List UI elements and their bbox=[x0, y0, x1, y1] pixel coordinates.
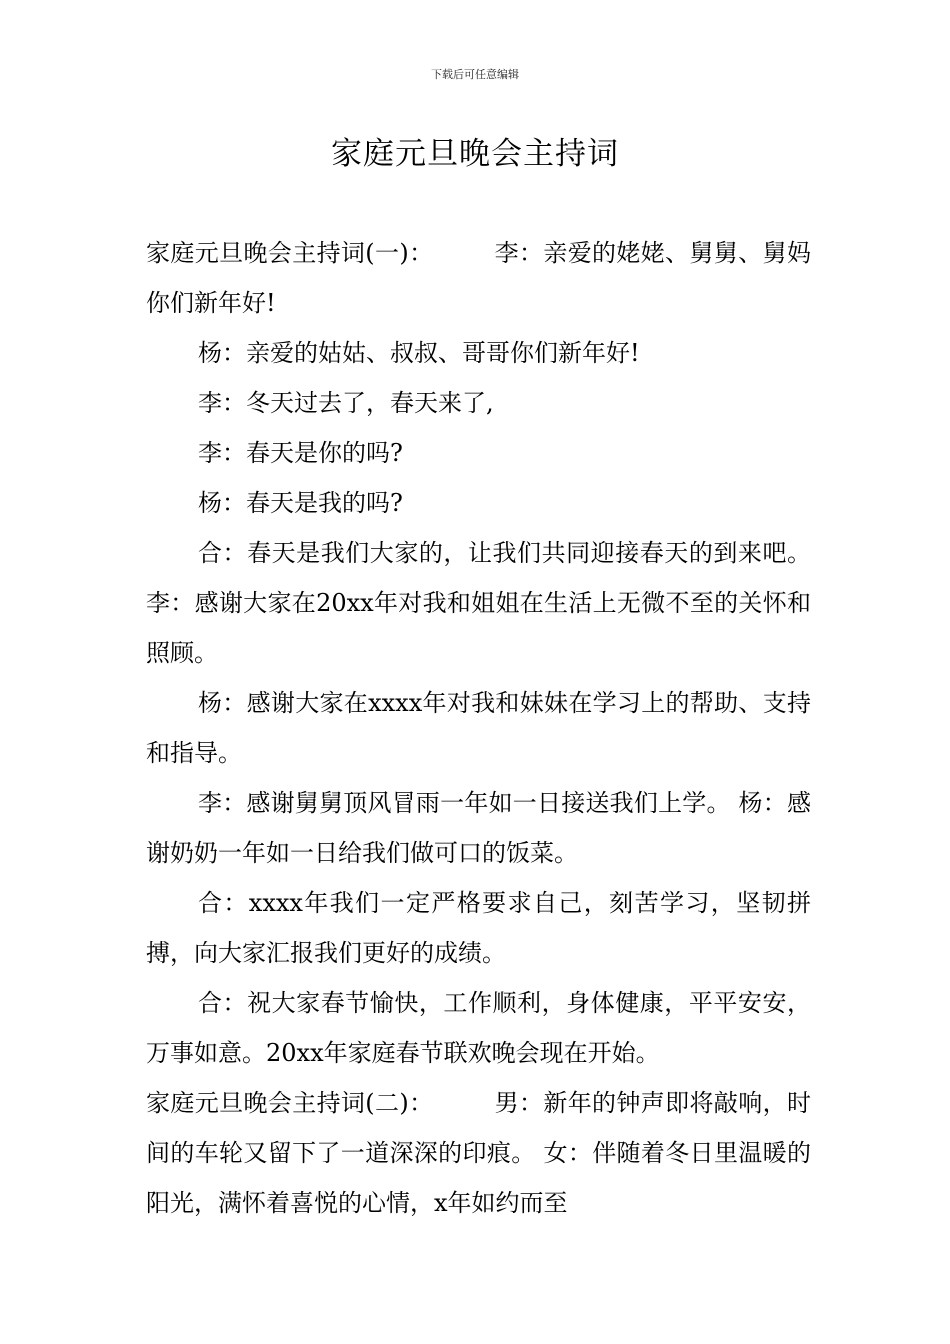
document-title: 家庭元旦晚会主持词 bbox=[331, 136, 619, 172]
header-note: 下载后可任意编辑 bbox=[431, 68, 519, 81]
paragraph: 杨：春天是我的吗? bbox=[198, 489, 403, 517]
paragraph: 李：感谢舅舅顶风冒雨一年如一日接送我们上学。 杨：感谢奶奶一年如一日给我们做可口的饭菜。 bbox=[146, 789, 811, 867]
paragraph: 杨：感谢大家在xxxx年对我和妹妹在学习上的帮助、支持和指导。 bbox=[146, 689, 811, 767]
paragraph: 李：冬天过去了，春天来了, bbox=[198, 389, 494, 417]
paragraph: 家庭元旦晚会主持词(一)： 李：亲爱的姥姥、舅舅、舅妈你们新年好! bbox=[146, 239, 811, 317]
paragraph: 杨：亲爱的姑姑、叔叔、哥哥你们新年好! bbox=[198, 339, 640, 367]
paragraph: 家庭元旦晚会主持词(二)： 男：新年的钟声即将敲响，时间的车轮又留下了一道深深的印痕。 女：伴随着冬日里温暖的阳光，满怀着喜悦的心情，x年如约而至 bbox=[146, 1089, 811, 1217]
document-body bbox=[146, 228, 811, 1228]
paragraph: 合：xxxx年我们一定严格要求自己，刻苦学习，坚韧拼搏，向大家汇报我们更好的成绩。 bbox=[146, 889, 811, 967]
paragraph: 合：春天是我们大家的，让我们共同迎接春天的到来吧。 李：感谢大家在20xx年对我和姐姐在生活上无微不至的关怀和照顾。 bbox=[146, 539, 811, 667]
paragraph: 合：祝大家春节愉快，工作顺利，身体健康，平平安安，万事如意。20xx年家庭春节联欢晚会现在开始。 bbox=[146, 989, 811, 1067]
paragraph: 李：春天是你的吗? bbox=[198, 439, 403, 467]
